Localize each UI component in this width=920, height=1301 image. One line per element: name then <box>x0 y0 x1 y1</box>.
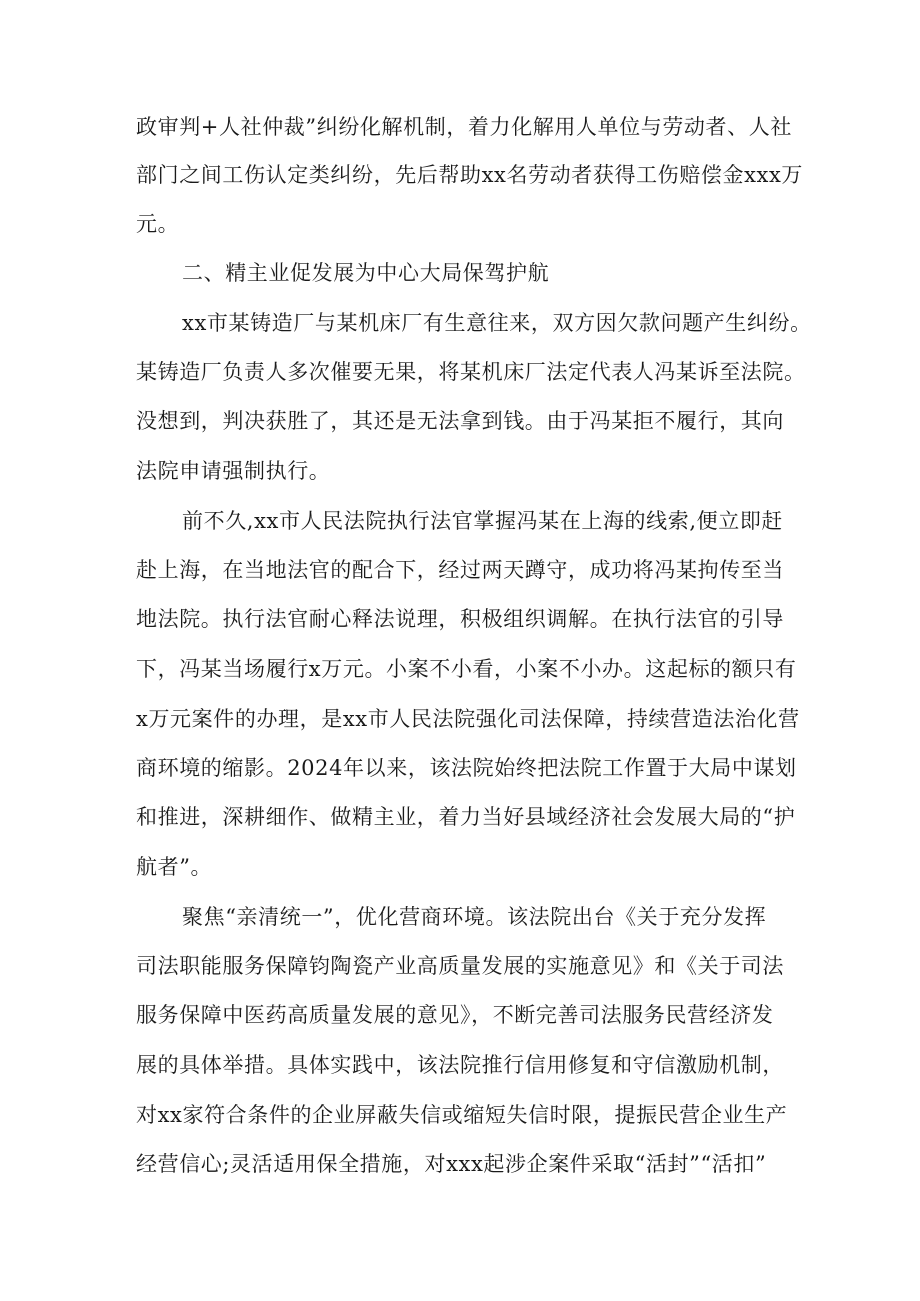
paragraph-3-line-4: 下，冯某当场履行x万元。小案不小看，小案不小办。这起标的额只有 <box>136 657 797 681</box>
paragraph-3-line-5: x万元案件的办理，是xx市人民法院强化司法保障，持续营造法治化营 <box>136 707 800 731</box>
paragraph-4-line-3: 服务保障中医药高质量发展的意见》，不断完善司法服务民营经济发 <box>136 1003 774 1027</box>
paragraph-3-line-6: 商环境的缩影。2024年以来，该法院始终把法院工作置于大局中谋划 <box>136 756 797 780</box>
paragraph-1-line-1: 政审判+人社仲裁”纠纷化解机制，着力化解用人单位与劳动者、人社 <box>136 115 792 139</box>
paragraph-4-line-1: 聚焦“亲清统一”，优化营商环境。该法院出台《关于充分发挥 <box>182 905 767 929</box>
paragraph-3-line-8: 航者”。 <box>136 855 213 879</box>
paragraph-4-line-5: 对xx家符合条件的企业屏蔽失信或缩短失信时限，提振民营企业生产 <box>136 1103 788 1127</box>
paragraph-1-line-2: 部门之间工伤认定类纠纷，先后帮助xx名劳动者获得工伤赔偿金xxx万 <box>136 163 804 187</box>
paragraph-3-line-3: 地法院。执行法官耐心释法说理，积极组织调解。在执行法官的引导 <box>136 607 784 631</box>
paragraph-2-line-3: 没想到，判决获胜了，其还是无法拿到钱。由于冯某拒不履行，其向 <box>136 409 784 433</box>
paragraph-4-line-6: 经营信心;灵活适用保全措施，对xxx起涉企案件采取“活封”“活扣” <box>136 1152 767 1176</box>
section-heading-2: 二、精主业促发展为中心大局保驾护航 <box>182 261 550 285</box>
paragraph-3-line-1: 前不久,xx市人民法院执行法官掌握冯某在上海的线索,便立即赶 <box>182 509 784 533</box>
paragraph-2-line-1: xx市某铸造厂与某机床厂有生意往来，双方因欠款问题产生纠纷。 <box>182 311 812 335</box>
paragraph-3-line-7: 和推进，深耕细作、做精主业，着力当好县域经济社会发展大局的“护 <box>136 805 796 829</box>
paragraph-3-line-2: 赴上海，在当地法官的配合下，经过两天蹲守，成功将冯某拘传至当 <box>136 558 784 582</box>
paragraph-2-line-4: 法院申请强制执行。 <box>136 459 331 483</box>
paragraph-4-line-2: 司法职能服务保障钧陶瓷产业高质量发展的实施意见》和《关于司法 <box>136 954 784 978</box>
paragraph-4-line-4: 展的具体举措。具体实践中，该法院推行信用修复和守信激励机制， <box>136 1053 784 1077</box>
paragraph-1-line-3: 元。 <box>136 212 180 236</box>
paragraph-2-line-2: 某铸造厂负责人多次催要无果，将某机床厂法定代表人冯某诉至法院。 <box>136 360 806 384</box>
